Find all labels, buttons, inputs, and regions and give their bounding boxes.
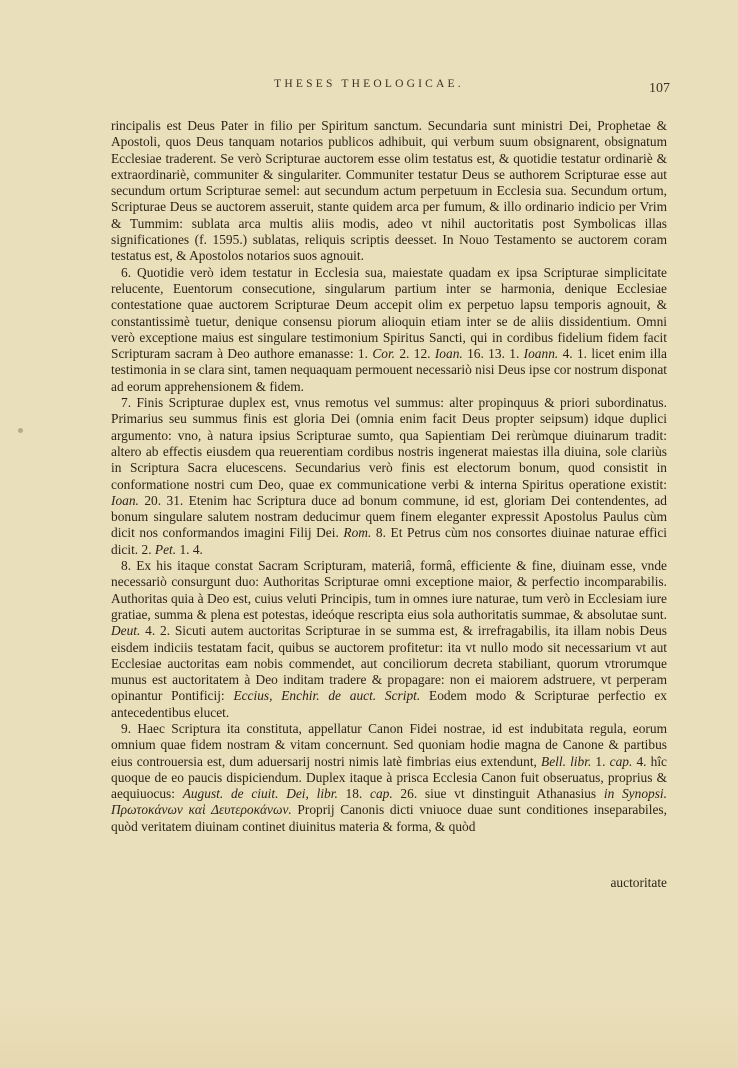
text-run: Eodem modo & Scripturae perfectio ex antecedentibus elucet. [111,688,667,720]
page-bottom-margin [0,998,738,1068]
text-run: 8. Ex his itaque constat Sacram Scripturam, materiâ, formâ, efficiente & fine, diuinam esse, vnde necessariò consurgunt duo: Authoritas Scripturae omni exceptione maior, & perfectio incomparabilis. Authoritas quia à Deo est, cuius veluti Principis, tum in omnes iure naturae, tum verò in Ecclesiam iure gratiae, summa & plena est potestas, ideóque rescripta eius sola authoritatis summae, & absolutae sunt. [111,558,667,622]
text-run: 2. 12. [395,346,435,362]
citation: Ioan. [111,492,139,508]
citation: August. de ciuit. Dei, libr. [182,786,338,802]
body-text [111,118,667,835]
paragraph-5-text: rincipalis est Deus Pater in filio per Spiritum sanctum. Secundaria sunt ministri Dei, Prophetae & Apostoli, quos Deus tanquam notarios publicos adhibuit, qui verbum suum obsignarent, obsignatum Ecclesiae traderent. Se verò Scripturae auctorem esse olim testatus est, & quotidie testatur ordinariè & extraordinariè, communiter & singulariter. Communiter testatur Deus se authorem Scripturae esse aut secundum ortum Scripturae semel: aut secundum actum perpetuum in Ecclesia sua. Secundum ortum, Scripturae Deus se auctorem asseruit, stante quidem arca per fumum, & illo ordinario indicio per Vrim & Tummim: sublata arca multis aliis modis, adeo vt nihil auctoritatis post Symbolicas illas significationes (f. 1595.) sublatas, reliquis scriptis deesset. In Nouo Testamento se auctorem coram testatus est, & Apostolos notarios suos agnouit. [111,118,667,264]
citation: cap. [370,786,393,802]
text-run: 4. 1. licet enim illa testimonia in se clara sint, tamen nequaquam permouent necessariò nisi Deus ipse cor nostrum disponat ad eorum apprehensionem & fidem. [111,346,667,394]
paragraph-7 [111,395,667,558]
citation: Cor. [372,346,396,362]
citation: in Synopsi. [603,786,667,802]
paragraph-9 [111,721,667,835]
text-run: 20. 31. Etenim hac Scriptura duce ad bonum commune, id est, gloriam Dei contendentes, ad bonum singulare salutem nostram deducimur quem finem eleganter expressit Apostolus Paulus cùm dicit nos conformandos imagini Filij Dei. [111,492,667,541]
citation: cap. [609,753,633,769]
text-run: 9. Haec Scriptura ita constituta, appellatur Canon Fidei nostrae, id est indubitata regula, eorum omnium quae fidem nostram & vitam concernunt. Sed quoniam hodie magna de Canone & partibus eius controuersia est, dum aduersarij nostri nimis latè fimbrias eius extendunt, [111,720,667,769]
text-run: 8. Et Petrus cùm nos consortes diuinae naturae effici dicit. 2. [111,525,667,557]
citation: Rom. [343,525,372,541]
catchword: auctoritate [610,875,667,890]
citation: Eccius, Enchir. de auct. Script. [233,688,421,704]
text-run: Proprij Canonis dicti vniuoce duae sunt conditiones inseparabiles, quòd veritatem diuinam continet diuinitus materia & forma, & quòd [111,802,667,834]
margin-speck [18,428,23,433]
citation: Bell. libr. [541,753,592,769]
paragraph-6 [111,265,667,395]
text-run: 1. 4. [176,541,203,557]
text-run: 18. [337,786,371,802]
greek-text: Πρωτοκάνων καὶ Δευτεροκάνων. [111,802,292,818]
citation: Ioann. [523,346,559,362]
citation: Pet. [154,541,177,557]
text-run: 1. [357,346,373,362]
text-run: 1. [591,753,610,769]
paragraph-8 [111,558,667,721]
citation: Ioan. [434,346,463,362]
text-run: 6. Quotidie verò idem testatur in Ecclesia sua, maiestate quadam ex ipsa Scripturae simplicitate relucente, Euentorum consecutione, singularum partium inter se harmonia, denique Ecclesiae contestatione quae auctorem Scripturae Deum accepit olim ex perpetuo lapsu temporis agnouit, & constantissimè tuetur, denique consensu piorum alioquin etiam inter se de aliis dissidentium. Omni verò exceptione maius est singulare testimonium Spiritus Sancti, qui in cordibus fidelium fidem facit Scripturam sacram à Deo authore emanasse: [111,264,667,362]
citation: Deut. [111,623,141,639]
text-run: 4. hîc quoque de eo paucis dispiciendum. Duplex itaque à prisca Ecclesia Canon fuit obseruatus, proprius & aequiuocus: [111,753,667,802]
text-run: 4. 2. Sicuti autem auctoritas Scripturae in se summa est, & irrefragabilis, ita illam nobis Deus eisdem indiciis testatam facit, quibus se auctorem profitetur: ita vt nullo modo sit necessarium vt aut Ecclesiae auctoritas eam nobis commendet, aut conciliorum decreta stabiliant, quorum vtrorumque munus est auctoritatem à Deo inditam tradere & propagare: non ei maiorem adstruere, vt perperam opinantur Pontificij: [111,623,667,704]
text-run: 7. Finis Scripturae duplex est, vnus remotus vel summus: alter propinquus & priori subordinatus. Primarius seu summus finis est gloria Dei (omnia enim facit Deus propter seipsum) idque duplici argumento: vno, à natura ipsius Scripturae sumto, qua Sapientiam Dei rerùmque diuinarum tradit: altero ab effectis eiusdem qua reuerentiam cordibus nostris ingenerat maiestas illa diuina, sole clariùs in Scriptura Sacra elucescens. Secundarius verò finis est electorum bonum, quod consistit in conformatione nostri cum Deo, quae ex communicatione verbi & interna Spiritus operatione existit: [111,395,667,492]
text-run: 16. 13. 1. [462,346,524,362]
page-header [0,78,738,102]
page-number: 107 [649,81,670,96]
paragraph-5 [111,118,667,265]
text-run: 26. siue vt dinstinguit Athanasius [392,786,604,802]
running-title: THESES THEOLOGICAE. [274,78,464,90]
